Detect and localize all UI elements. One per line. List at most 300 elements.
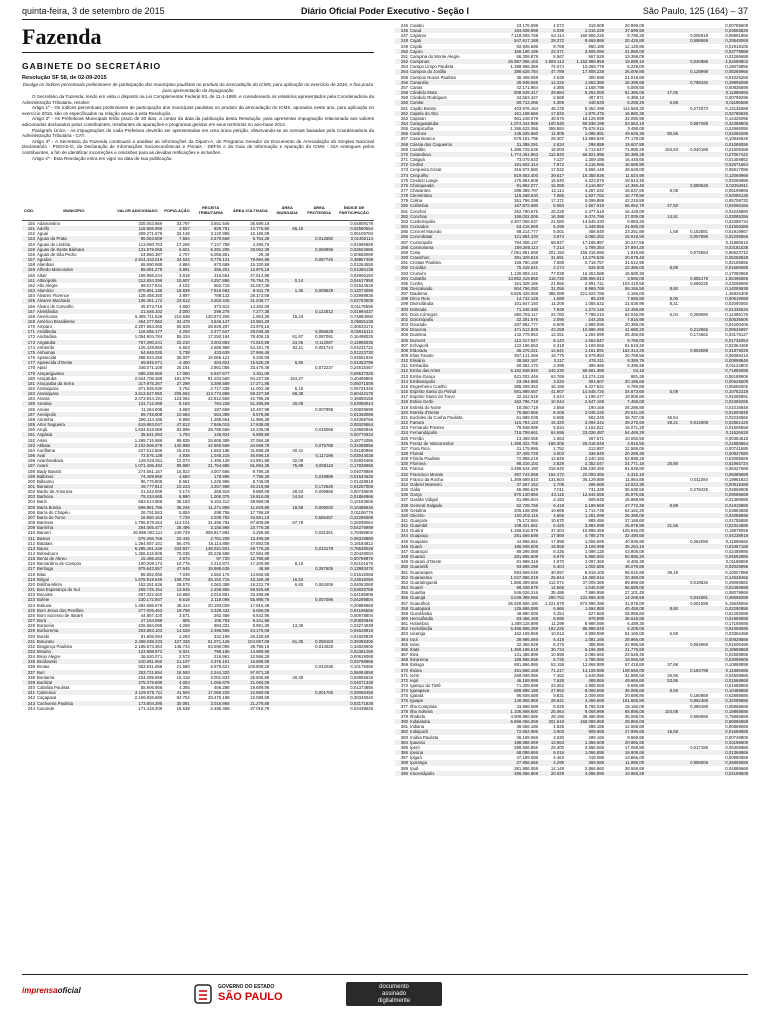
table-cell: 32.342.615 — [516, 394, 538, 400]
table-cell: 2.916,58 — [605, 441, 645, 446]
municipality-name: Guatapará — [409, 606, 487, 611]
municipality-name: Cruzeiro — [410, 270, 427, 276]
table-cell: 253 — [400, 64, 408, 70]
municipality-name: Américo Brasiliense — [36, 319, 112, 324]
municipality-name: Avaí — [36, 453, 112, 458]
table-cell: 239.869.813 — [565, 276, 605, 281]
table-cell: 24.891,88 — [250, 458, 270, 464]
municipality-name: Auriflama — [36, 447, 56, 453]
table-cell: 17.532 — [539, 111, 565, 116]
table-cell: 323 — [400, 425, 408, 431]
table-cell: 338 — [395, 503, 409, 508]
header-rule — [22, 19, 748, 20]
municipality-name: Herculândia — [409, 616, 487, 621]
table-cell: 173 — [22, 340, 36, 345]
table-cell: 0,01755888 — [725, 518, 748, 523]
table-cell: 0,10752319 — [709, 389, 749, 394]
table-cell: 12.768,88 — [231, 556, 271, 561]
table-cell: 388.628.784 — [487, 69, 539, 74]
table-cell: 371 — [400, 672, 408, 678]
table-cell: 3.894.098 — [565, 523, 605, 528]
table-cell: 355 — [400, 590, 408, 596]
table-cell: 200 — [27, 478, 35, 484]
table-cell: 56.689,08 — [605, 585, 645, 590]
table-cell: 233 — [22, 649, 36, 654]
table-cell: 251 — [400, 53, 408, 59]
table-cell: 125.686.596 — [487, 606, 539, 611]
table-cell: 0,00741689 — [725, 445, 748, 451]
table-cell: 17.250.184 — [208, 334, 230, 340]
table-cell: 21.018,88 — [624, 74, 644, 80]
table-cell: 9.766,08 — [605, 338, 645, 343]
municipality-name: Aguaí — [36, 231, 49, 237]
table-cell: 293 — [400, 270, 408, 276]
table-cell: 0,00384518 — [725, 435, 748, 441]
table-cell: 0,02469285 — [709, 399, 749, 404]
table-cell: 23.251,88 — [624, 229, 644, 235]
table-cell: 0,27067442 — [709, 152, 749, 157]
table-cell: 0,075788 — [304, 443, 334, 448]
table-cell: 0,02226566 — [725, 414, 748, 420]
table-cell: 0,862468 — [679, 698, 709, 703]
table-cell: 0,02998936 — [350, 293, 373, 299]
table-cell: 9.769,88 — [627, 383, 644, 389]
table-cell: 2.169.826.686 — [134, 695, 163, 701]
table-cell: 0,48598288 — [709, 595, 749, 600]
table-cell: 1.663.386 — [565, 80, 605, 85]
table-cell: 13.645 — [163, 587, 191, 592]
table-cell: 409.271.679 — [138, 231, 163, 237]
table-cell: 788.132 — [214, 293, 230, 299]
municipality-name: Brejo Alegre — [36, 654, 61, 660]
table-cell: 47.154.098 — [112, 618, 164, 623]
table-cell: 6.229,08 — [627, 64, 644, 70]
table-cell: 0,96623710 — [725, 249, 748, 255]
table-cell: 3.120.985 — [210, 231, 230, 237]
table-cell: 15.607,88 — [605, 142, 645, 147]
table-cell: 190.169 — [588, 404, 604, 410]
table-cell: 8,31 — [669, 301, 678, 307]
municipality-name: Iguape — [409, 698, 487, 703]
municipality-name: Barretos — [36, 520, 54, 526]
table-cell: 20.866,58 — [605, 740, 645, 745]
table-cell: 8.651 — [179, 478, 190, 484]
table-cell: 194 — [27, 447, 35, 453]
table-cell: 27.866.666 — [487, 760, 539, 765]
table-cell: 4.323.876 — [584, 177, 604, 183]
table-cell: 18,58 — [270, 505, 304, 510]
header-issue: São Paulo, 125 (164) – 37 — [642, 6, 748, 16]
table-cell: 21.278,88 — [231, 701, 271, 706]
table-cell: 0,598669 — [679, 38, 709, 43]
table-cell: 5.385.711.526 — [135, 313, 163, 319]
table-cell: 162 — [27, 282, 35, 288]
table-cell: 0,02615112 — [334, 329, 374, 334]
table-cell: 18,68 — [645, 729, 679, 734]
page-footer — [22, 974, 748, 1014]
table-cell: 21.764.986 — [191, 463, 231, 468]
table-cell: 71.308.698 — [516, 683, 538, 688]
table-cell: 91.806.094 — [140, 633, 163, 639]
table-cell: 0,02488986 — [725, 548, 748, 554]
table-cell: 23.978,18 — [250, 324, 270, 330]
table-cell: 686.236.560 — [112, 371, 164, 376]
table-cell: 1.398.966.388 — [510, 64, 538, 70]
table-cell: 8.991,38 — [252, 623, 270, 629]
table-cell: 1.196.477 — [584, 394, 604, 400]
table-cell: 4.116.066 — [565, 162, 605, 167]
table-cell: 101.847.150 — [514, 301, 538, 307]
table-cell: 151.666,88 — [605, 698, 645, 703]
table-cell: 287.952.777 — [514, 322, 538, 328]
table-cell: 0,02763608 — [334, 298, 374, 303]
table-cell: 190 — [27, 427, 35, 433]
table-cell: 328 — [395, 451, 409, 456]
municipality-name: Cajamar — [410, 33, 427, 39]
table-cell: 0,08188906 — [725, 373, 748, 379]
table-cell: 0,01436626 — [709, 307, 749, 312]
table-cell: 214 — [27, 551, 35, 556]
municipality-name: Bento de Abreu — [36, 556, 112, 561]
table-cell: 0,24515467 — [350, 365, 373, 371]
table-cell: 235 — [22, 659, 36, 664]
table-cell: 0,18988868 — [709, 647, 749, 652]
table-cell: 8,10 — [294, 561, 304, 567]
table-cell: 2.009.066 — [584, 693, 604, 699]
table-cell: 31.048,77 — [231, 298, 271, 303]
table-cell: 22.869,08 — [231, 690, 271, 695]
municipality-name: Diadema — [410, 291, 428, 297]
table-cell: 43.169,48 — [231, 577, 271, 582]
table-cell: 0,31088856 — [334, 443, 374, 448]
table-cell: 0,040986 — [679, 59, 709, 64]
table-cell: 28.062,38 — [231, 247, 271, 252]
table-cell: 37.404 — [550, 528, 564, 534]
table-cell: 8.969.769 — [565, 286, 605, 291]
municipality-name: Carapicuíba — [410, 126, 434, 132]
section-rule — [22, 52, 374, 53]
table-cell: 20.698,86 — [624, 693, 644, 699]
municipality-name: Cabreúva — [36, 690, 112, 695]
table-cell: 189 — [22, 422, 36, 427]
municipality-name: Estrela d'Oeste — [409, 410, 487, 415]
table-cell: 0,128998 — [679, 69, 709, 74]
table-cell: 89.990 — [163, 463, 191, 468]
table-cell: 281.666.598 — [487, 533, 539, 538]
table-cell: 1.055.532 — [584, 301, 604, 307]
table-cell: 8.352.499 — [584, 105, 604, 111]
table-cell: 21.107 — [163, 659, 191, 664]
table-cell: 53.596.095 — [208, 643, 230, 649]
table-cell: 271 — [400, 157, 408, 163]
table-cell: 34.673,68 — [605, 389, 645, 394]
municipality-name: Guaraçaí — [410, 548, 428, 554]
municipality-name: Guaraci — [409, 554, 487, 559]
table-cell: 283 — [400, 218, 408, 224]
table-cell: 286 — [395, 234, 409, 239]
table-cell: 20.426,88 — [605, 38, 645, 43]
municipality-name: Cachoeira Paulista — [36, 701, 112, 706]
table-cell: 26.791.563 — [140, 509, 163, 515]
table-cell: 21.866 — [550, 280, 564, 286]
table-cell: 231 — [22, 639, 36, 644]
table-cell: 11.986,08 — [605, 760, 645, 765]
table-cell: 213.887 — [588, 445, 604, 451]
table-cell: 247 — [400, 33, 408, 39]
table-cell: 188.688.069 — [487, 740, 539, 745]
table-cell: 51.285,89 — [231, 401, 271, 406]
table-cell: 35.589,18 — [250, 221, 270, 226]
table-cell: 42.196,08 — [250, 231, 270, 237]
table-cell: 0,11626628 — [709, 430, 749, 435]
table-cell: 2.496.369 — [210, 705, 230, 711]
municipality-name: Araçatuba — [36, 375, 57, 381]
table-cell: 1.046.038 — [565, 585, 605, 590]
table-cell: 3.566,08 — [605, 276, 645, 281]
table-cell: 7.118.059.768 — [510, 33, 538, 39]
table-cell: 0,29066456 — [334, 690, 374, 695]
table-cell: 252 — [395, 59, 409, 64]
table-cell: 2.707 — [179, 251, 190, 257]
table-cell: 0,03604686 — [334, 247, 374, 252]
table-cell: 206.148.396 — [514, 507, 538, 513]
table-cell: 984.331 — [214, 623, 230, 629]
table-cell: 343 — [400, 528, 408, 534]
table-cell: 13,36 — [292, 623, 304, 629]
table-cell: 5.096.888 — [584, 198, 604, 204]
table-cell: 4.565 — [539, 513, 565, 518]
table-cell: 0,01506388 — [709, 224, 749, 229]
table-cell: 0,32828606 — [350, 643, 373, 649]
table-cell: 0,09537025 — [334, 371, 374, 376]
table-cell: 41.604 — [163, 690, 191, 695]
table-cell: 176.864.608 — [514, 177, 538, 183]
municipality-name: Guaratinguetá — [410, 579, 438, 585]
table-cell: 131.979.068 — [112, 247, 164, 252]
table-cell: 389 — [400, 765, 408, 771]
table-cell: 123.998.972 — [112, 649, 164, 654]
table-cell: 17.786,28 — [250, 509, 270, 515]
table-cell: 262.790.575 — [514, 208, 538, 214]
table-cell: 28,21 — [645, 420, 679, 425]
table-cell: 7.011 — [553, 487, 564, 493]
table-cell: 165 — [22, 298, 36, 303]
municipality-name: Florínea — [409, 461, 487, 466]
body-paragraph: Artigo 3º - A Secretaria da Fazenda continuará a analisar as informações da Dipam-A, do Programa Gerador do Documento de Arrecadação do Simples Nacional Declaratório - PGDAS-D, da Declaração de Informações Socioeconômicas e Fiscais - DEFIS e da Guia de Informação e Apuração do ICMS - GIA entregues pelos contribuintes, a fim de identificar incorreções e omissões para as devidas retificações e inclusões. — [22, 138, 374, 155]
table-cell: 0,04886668 — [725, 765, 748, 771]
table-cell: 0,03099606 — [709, 657, 749, 662]
column-header: ÁREA CULTIVADA — [231, 200, 271, 221]
table-cell: 168.306 — [539, 441, 565, 446]
table-cell: 0,12386176 — [725, 311, 748, 317]
table-cell: 0,00636606 — [709, 317, 749, 322]
table-cell: 1.309.188 — [584, 157, 604, 163]
table-cell: 232 — [27, 643, 35, 649]
table-cell: 6.489,38 — [627, 621, 644, 627]
table-cell: 7.656,88 — [605, 296, 645, 301]
table-cell: 6,04 — [669, 311, 678, 317]
table-cell: 2.866.860 — [584, 765, 604, 771]
table-cell: 4.884 — [179, 262, 190, 268]
table-cell: 0,01928838 — [350, 633, 373, 639]
table-cell: 0,09086668 — [709, 492, 749, 497]
table-cell: 8.831 — [553, 693, 564, 699]
table-cell: 100.008.173 — [138, 561, 163, 567]
table-cell: 466.288 — [214, 685, 230, 691]
municipality-name: Arealva — [36, 401, 112, 406]
table-cell: 17.209,88 — [250, 561, 270, 567]
table-cell: 9.696,98 — [627, 683, 644, 688]
table-cell: 509.848 — [588, 497, 604, 503]
municipality-name: Braúna — [36, 649, 112, 654]
table-cell: 42.795,28 — [250, 396, 270, 402]
table-cell: 212 — [27, 540, 35, 546]
table-cell: 0,06258828 — [709, 255, 749, 260]
table-cell: 91.862.077 — [487, 183, 539, 188]
table-cell: 15.428,08 — [624, 208, 644, 214]
table-cell: 0,03178127 — [725, 332, 748, 338]
municipality-name: Capivari — [410, 115, 426, 121]
table-cell: 364 — [395, 637, 409, 642]
table-cell: 95.616,88 — [624, 569, 644, 575]
table-cell: 61.939,88 — [624, 466, 644, 472]
table-cell: 6,80 — [270, 360, 304, 365]
municipality-name: Caraguatatuba — [409, 121, 487, 126]
table-cell: 68.214.777 — [516, 229, 538, 235]
table-cell: 17.185.987 — [582, 239, 604, 245]
table-cell: 260 — [395, 100, 409, 105]
table-cell: 8,89 — [645, 503, 679, 508]
table-cell: 14.148 — [550, 765, 564, 771]
municipality-name: Capela do Alto — [409, 111, 487, 116]
table-cell: 192 — [27, 437, 35, 443]
table-cell: 10.487,98 — [250, 406, 270, 412]
table-cell: 0,01264555 — [350, 262, 373, 268]
table-cell: 291 — [400, 260, 408, 266]
table-cell: 9.068.998 — [565, 709, 605, 714]
table-cell: 0,01568868 — [709, 678, 749, 683]
municipality-name: Bauru — [36, 546, 112, 551]
table-cell: 16.868,98 — [624, 497, 644, 503]
table-cell: 27.009,08 — [605, 214, 645, 219]
table-cell: 31.878,08 — [624, 600, 644, 606]
table-cell: 0,01988585 — [709, 616, 749, 621]
table-cell: 55.334 — [176, 334, 190, 340]
table-cell: 29.866,08 — [605, 719, 645, 724]
table-cell: 391.326.616 — [487, 255, 539, 260]
table-cell: 0,21886864 — [709, 441, 749, 446]
table-cell: 16.779,98 — [605, 193, 645, 198]
table-cell: 16.288 — [539, 214, 565, 219]
table-cell: 7.462 — [553, 672, 564, 678]
table-cell: 0,02088896 — [709, 513, 749, 518]
table-cell: 15.918,58 — [605, 234, 645, 239]
table-cell: 9.341,98 — [231, 618, 271, 623]
municipality-name: Bady Bassitt — [36, 468, 61, 474]
table-cell: 2.352.047 — [565, 461, 605, 466]
table-cell: 10.223 — [163, 484, 191, 489]
table-cell: 154,27 — [289, 375, 304, 381]
table-cell: 0,04617958 — [334, 278, 374, 283]
table-cell: 0,01175555 — [350, 303, 373, 309]
table-cell: 7.628 — [539, 678, 565, 683]
table-cell: 65.890.988 — [140, 262, 163, 268]
table-cell: 0,08269966 — [709, 69, 749, 74]
table-cell: 3.298,88 — [252, 530, 270, 536]
table-cell: 0,02196656 — [725, 260, 748, 266]
table-cell: 42.171.964 — [516, 84, 538, 90]
table-cell: 299 — [400, 301, 408, 307]
table-cell: 216.961 — [214, 654, 230, 660]
table-cell: 98.316.103 — [487, 461, 539, 466]
table-cell: 20.029 — [539, 771, 565, 776]
table-cell: 86.776.809 — [140, 478, 163, 484]
table-cell: 0,014008 — [679, 420, 709, 425]
table-cell: 218 — [27, 571, 35, 577]
table-cell: 16,53 — [270, 577, 304, 582]
municipality-name: Alumínio — [36, 288, 112, 293]
table-cell: 279 — [400, 198, 408, 204]
municipality-name: Floreal — [409, 451, 487, 456]
table-cell: 0,03788866 — [334, 659, 374, 664]
table-cell: 12.544.555 — [565, 492, 605, 497]
table-cell: 1.066.679 — [191, 680, 231, 685]
table-cell: 0,03558826 — [709, 28, 749, 33]
municipality-name: Cosmópolis — [410, 239, 433, 245]
table-cell: 387 — [400, 755, 408, 761]
table-cell: 3.891 — [163, 267, 191, 272]
municipality-name: Atibaia — [36, 443, 112, 448]
municipality-name: Bariri — [36, 499, 47, 505]
table-cell: 0,005918 — [690, 33, 708, 39]
table-cell: 6.404 — [539, 564, 565, 569]
table-cell: 307 — [400, 342, 408, 348]
table-cell: 48.990.006 — [516, 610, 538, 616]
table-cell: 398.606.866 — [514, 744, 538, 750]
municipality-name: Barra Bonita — [36, 505, 112, 510]
table-cell: 35.638,58 — [624, 487, 644, 493]
table-cell: 11.208 — [551, 301, 564, 307]
table-cell: 71.246.330 — [487, 307, 539, 312]
table-cell: 20.186,68 — [605, 379, 645, 384]
table-cell: 65.896.629 — [516, 487, 538, 493]
table-cell: 26.906.389 — [208, 437, 230, 443]
municipality-name: Aspásia — [36, 432, 112, 437]
table-cell: 0,32085734 — [725, 218, 748, 224]
table-cell: 66.952,78 — [605, 203, 645, 208]
table-cell: 0,56327688 — [725, 466, 748, 472]
table-cell: 25.064 — [539, 709, 565, 714]
municipality-name: Igarapava — [409, 688, 487, 693]
table-cell: 25.229 — [550, 208, 564, 214]
table-cell: 43.808,08 — [624, 548, 644, 554]
table-cell: 24,05 — [270, 340, 304, 345]
table-cell: 0,04200406 — [725, 322, 748, 328]
table-cell: 53.158 — [550, 662, 564, 668]
table-cell: 1,58 — [669, 229, 678, 235]
table-cell: 17.371 — [550, 198, 564, 204]
table-cell: 37.699,58 — [605, 28, 645, 33]
table-cell: 2.573 — [179, 654, 190, 660]
table-cell: 689.898.188 — [487, 688, 539, 693]
municipality-name: Iperó — [410, 744, 420, 750]
table-cell: 17.869 — [539, 533, 565, 538]
table-cell: 290.752 — [539, 595, 565, 600]
table-cell: 5.866.592 — [565, 554, 605, 559]
column-header: POPULAÇÃO — [163, 200, 191, 221]
table-cell: 5,15648066 — [725, 600, 748, 606]
table-cell: 0,02381286 — [334, 649, 374, 654]
